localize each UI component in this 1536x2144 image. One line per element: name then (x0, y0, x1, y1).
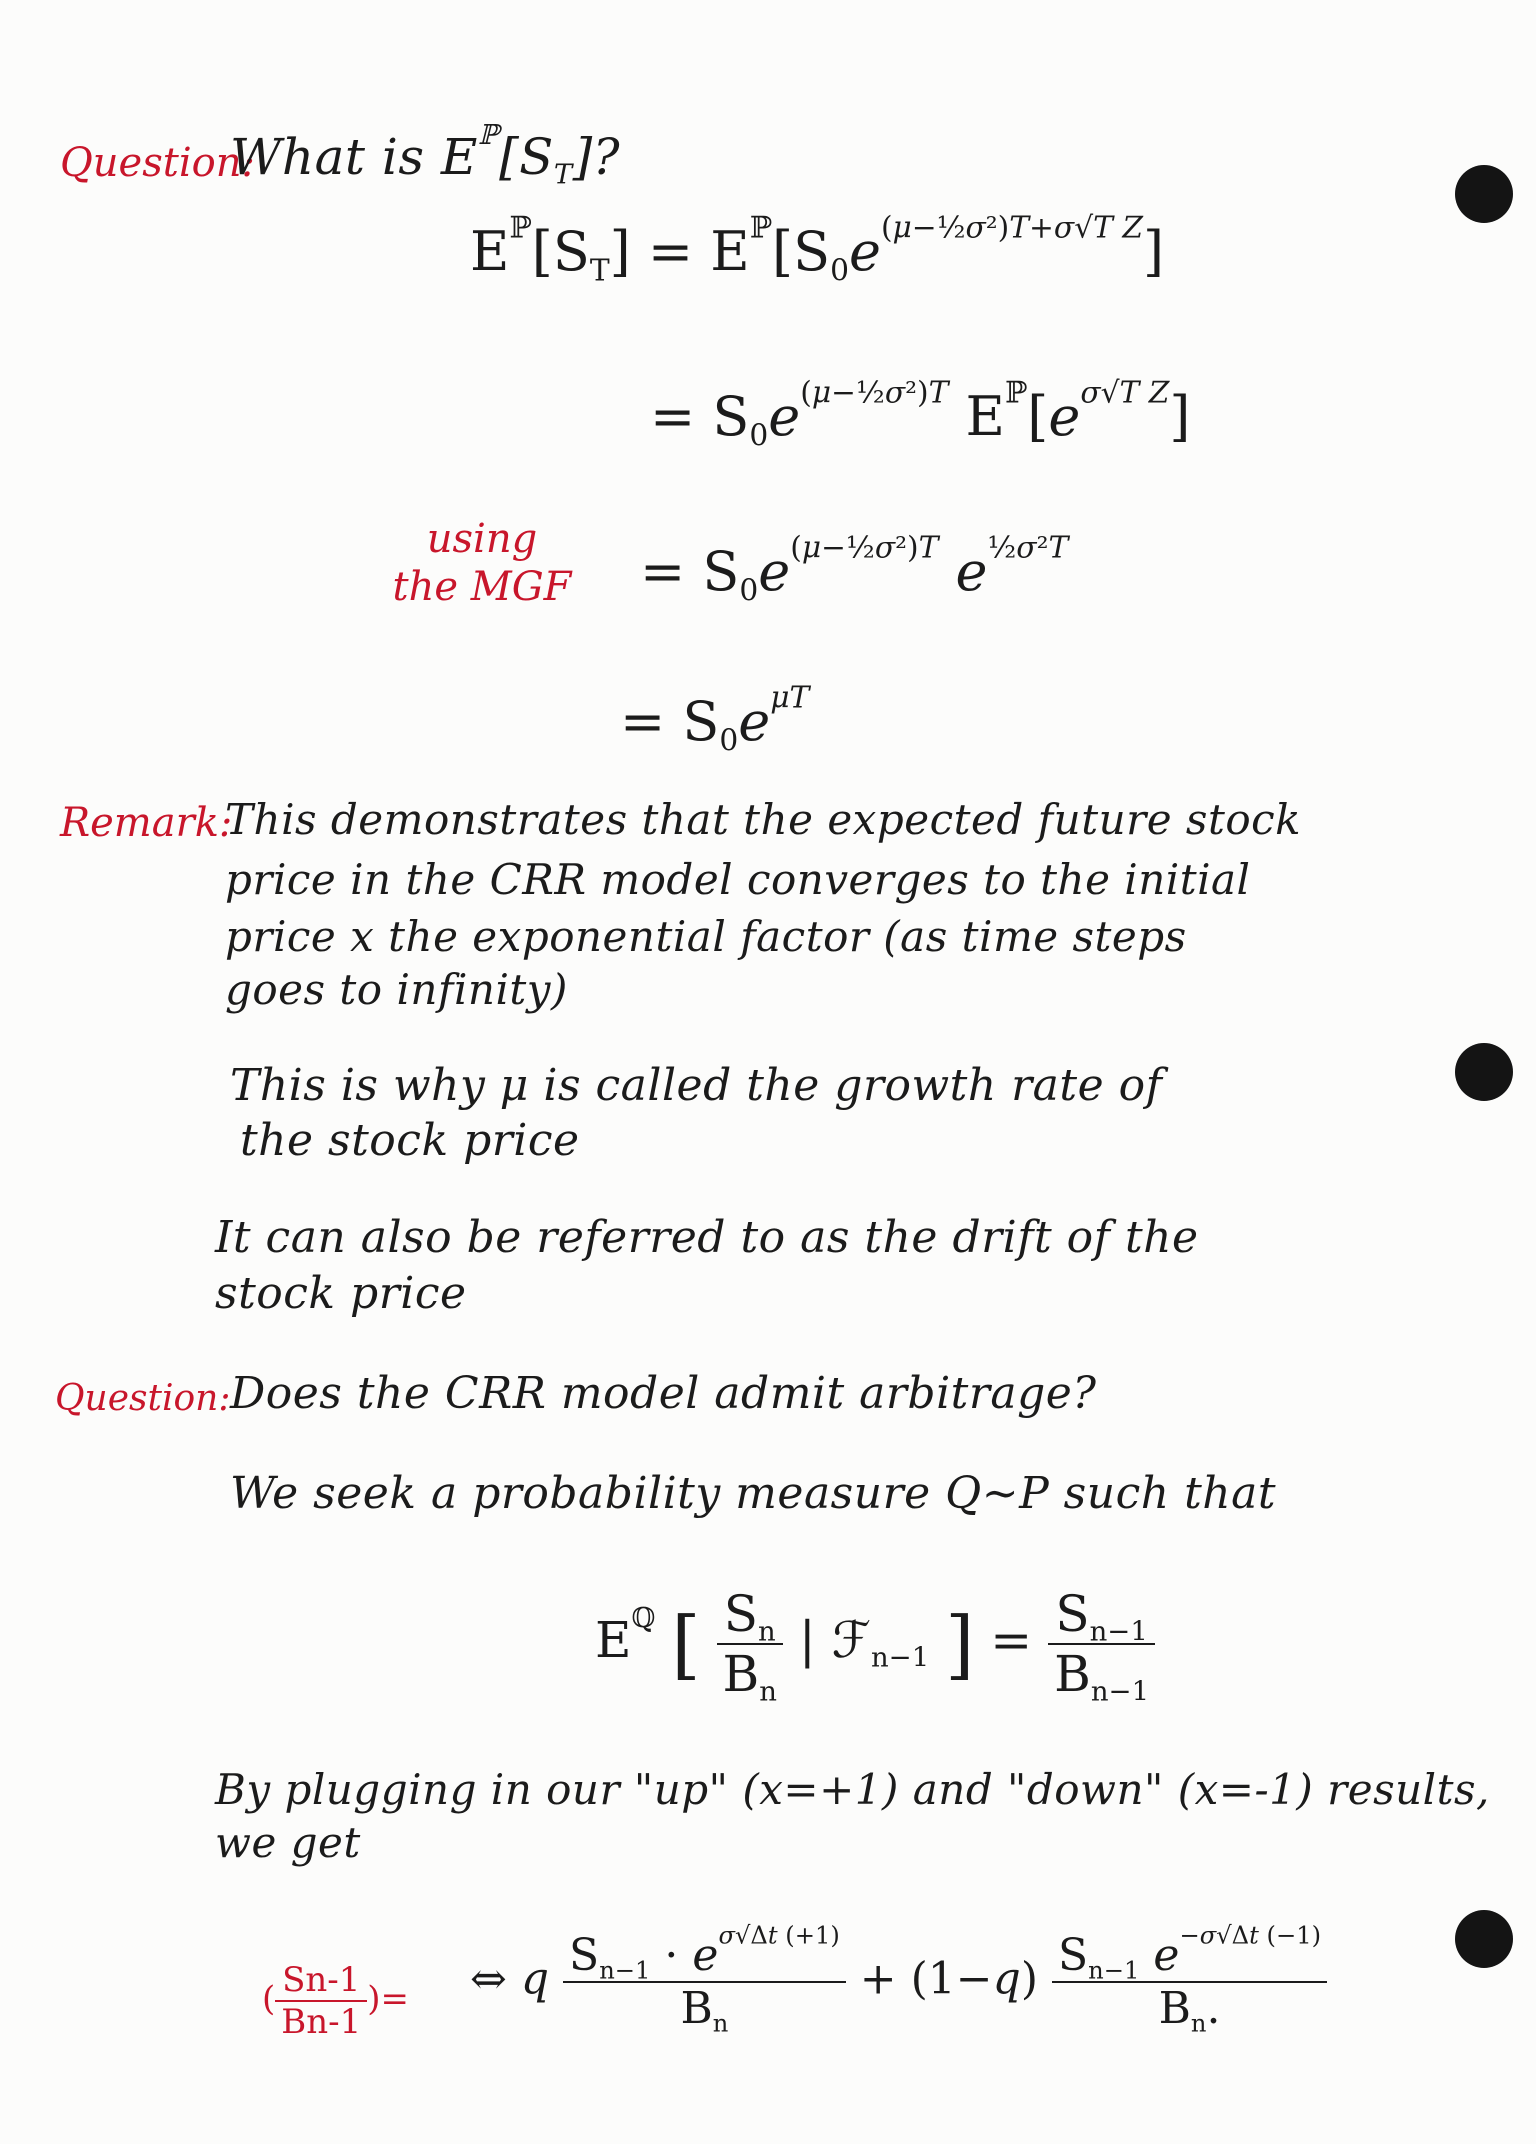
growth-line-2: the stock price (240, 1115, 580, 1166)
punch-hole-top (1455, 165, 1513, 223)
question-2-label: Question: (55, 1378, 231, 1419)
question-1-text: What is $E^ℙ[S_T]$? (230, 118, 621, 191)
final-equals: = (380, 1979, 410, 2019)
remark-line-2: price in the CRR model converges to the initial (225, 855, 1251, 904)
derivation-line-3: = $S_0e^{(\mu-\frac{1}{2}\sigma^2)T}$ $e^{\frac{1}{2}\sigma^2T}$ (640, 530, 1069, 609)
remark-line-4: goes to infinity) (225, 965, 568, 1014)
derivation-line-2: = $S_0e^{(\mu-\frac{1}{2}\sigma^2)T}$ $E^ℙ[e^{\sigma√T Z}]$ (650, 375, 1191, 454)
growth-line-1: This is why μ is called the growth rate of (230, 1060, 1163, 1111)
final-lhs-den: Bn-1 (281, 2002, 362, 2042)
drift-line-1: It can also be referred to as the drift of the (215, 1212, 1199, 1263)
martingale-condition: $E^ℚ$ [ $\frac{S_n}{B_n}$ | ℱ$_{n-1}$ ] = $\frac{S_{n-1}}{B_{n-1}}$ (595, 1585, 1155, 1703)
mgf-note (392, 515, 572, 611)
punch-hole-middle (1455, 1043, 1513, 1101)
remark-line-3: price x the exponential factor (as time steps (225, 912, 1187, 961)
question-2-text: Does the CRR model admit arbitrage? (230, 1368, 1097, 1419)
final-lhs-num: Sn-1 (275, 1960, 367, 2002)
mgf-note-text: using the MGF (392, 516, 572, 610)
derivation-line-1: $E^ℙ[S_T] = E^ℙ[S_0e^{(\mu-\frac{1}{2}\sigma^2)T+\sigma√T Z}]$ (470, 210, 1165, 289)
question-1-label: Question: (60, 140, 255, 186)
final-rhs: ⇔ q $\frac{S_{n-1} \cdot e^{\sigma√\Delta t (+1)}}{B_n}$ + (1−q) $\frac{S_{n-1} e^{-\sigma√\Delta t (-1)}}{B_n.}$ (470, 1930, 1327, 2034)
seek-text: We seek a probability measure Q~P such that (230, 1468, 1277, 1519)
remark-line-1: This demonstrates that the expected future stock (225, 795, 1302, 844)
derivation-line-4: = $S_0e^{\mu T}$ (620, 680, 810, 759)
remark-label: Remark: (60, 800, 233, 846)
plugging-line-2: we get (215, 1818, 361, 1867)
plugging-line-1: By plugging in our "up" (x=+1) and "down" (x=-1) results, (215, 1765, 1490, 1814)
drift-line-2: stock price (215, 1268, 467, 1319)
final-lhs: ( $\frac{Sn-1}{Bn-1}$ )= (262, 1960, 410, 2042)
punch-hole-bottom (1455, 1910, 1513, 1968)
